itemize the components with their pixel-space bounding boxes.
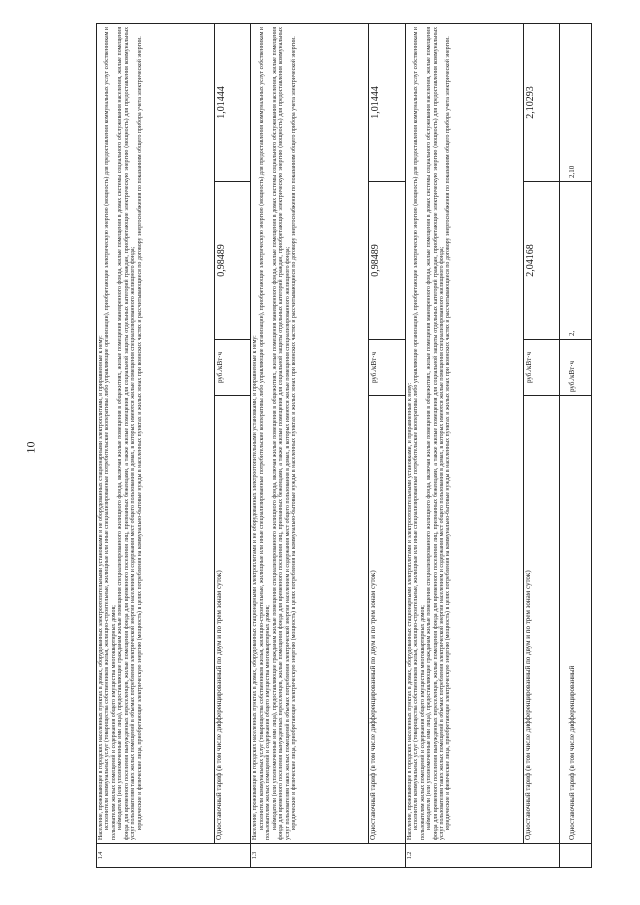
section-number: 1.2 [405, 844, 559, 868]
cut-off-tariff-name: Одноставочный тариф (в том числе дифференцированный [560, 396, 592, 844]
section-row [405, 23, 523, 867]
tariff-value-first: 2,04168 [523, 182, 559, 340]
cut-off-number [560, 844, 592, 868]
tariff-name: Одноставочный тариф (в том числе дифференцированный по двум и по трем зонам суток) [215, 396, 251, 844]
section-paragraph: юридические и физические лица, приобретающие электрическую энергию (мощность) в целях потребления на коммунально-бытовые нужды в населенных пунктах и жилых зонах при воинских частях и рассчитывающиеся по договору энергоснабжения по показаниям общего прибора учета электрической энергии. [136, 36, 143, 830]
section-description [405, 23, 523, 843]
tariff-value-first: 0,98489 [215, 182, 251, 340]
section-paragraph: исполнители коммунальных услуг (товарищества собственников жилья, жилищно-строительные, жилищные или иные специализированные потребительские кооперативы либо управляющие организации), приобретающие электрическую энергию (мощность) для предоставления коммунальных услуг собственникам и пользователям жилых помещений и содержания общего имущества многоквартирных домов; [258, 26, 272, 840]
cut-off-value-second: 2,10 [560, 23, 592, 181]
tariff-row [215, 23, 251, 867]
cut-off-value-first: 2, [560, 182, 592, 340]
section-paragraph: исполнители коммунальных услуг (товарищества собственников жилья, жилищно-строительные, жилищные или иные специализированные потребительские кооперативы либо управляющие организации), приобретающие электрическую энергию (мощность) для предоставления коммунальных услуг собственникам и пользователям жилых помещений и содержания общего имущества многоквартирных домов; [104, 26, 117, 840]
rotated-page-content [96, 24, 592, 868]
section-lead: Население, проживающее в городских населенных пунктах в домах, оборудованных стационарными электроплитами и электроотопительными установками, и приравненные к нему: [406, 382, 413, 840]
tariff-table [96, 23, 592, 868]
section-paragraph: наймодатели (или уполномоченные ими лица), предоставляющие гражданам жилые помещения специализированного жилищного фонда, включая жилые помещения в общежитиях, жилые помещения маневренного фонда, жилые помещения в домах системы социального обслуживания населения, жилые помещения фонда для временного поселения вынужденных переселенцев, жилые помещения фонда для временного поселения лиц, признанных беженцами, а также жилые помещения для социальной защиты отдельных категорий граждан, приобретающие электрическую энергию (мощность) для предоставления коммунальных услуг пользователям таких жилых помещений в объемах потребления электрической энергии населением и содержания мест общего пользования в домах, в которых имеются жилые помещения специализированного жилищного фонда; [426, 26, 445, 840]
section-number: 1.3 [251, 844, 405, 868]
cut-off-row [560, 23, 592, 867]
tariff-unit: руб./кВт·ч [369, 340, 405, 396]
section-paragraph: юридические и физические лица, приобретающие электрическую энергию (мощность) в целях потребления на коммунально-бытовые нужды в населенных пунктах и жилых зонах при воинских частях и рассчитывающиеся по договору энергоснабжения по показаниям общего прибора учета электрической энергии. [445, 36, 452, 830]
section-lead: Население, проживающее в городских населенных пунктах в домах, оборудованных электроотопительными установками и не оборудованных стационарными электроплитами, и приравненные к нему: [98, 335, 104, 840]
tariff-name: Одноставочный тариф (в том числе дифференцированный по двум и по трем зонам суток) [369, 396, 405, 844]
section-lead: Население, проживающее в городских населенных пунктах в домах, оборудованных стационарными электроплитами и не оборудованных электроотопительными установками, и приравненные к нему: [252, 335, 259, 840]
tariff-unit: руб./кВт·ч [523, 340, 559, 396]
section-description [251, 23, 369, 843]
tariff-value-second: 1,01444 [369, 23, 405, 181]
tariff-value-second: 2,10293 [523, 23, 559, 181]
section-paragraph: юридические и физические лица, приобретающие электрическую энергию (мощность) в целях потребления на коммунально-бытовые нужды в населенных пунктах и жилых зонах при воинских частях и рассчитывающиеся по договору энергоснабжения по показаниям общего прибора учета электрической энергии. [291, 36, 298, 830]
tariff-row [523, 23, 559, 867]
section-paragraph: исполнители коммунальных услуг (товарищества собственников жилья, жилищно-строительные, жилищные или иные специализированные потребительские кооперативы либо управляющие организации), приобретающие электрическую энергию (мощность) для предоставления коммунальных услуг собственникам и пользователям жилых помещений и содержания общего имущества многоквартирных домов; [413, 26, 426, 840]
section-paragraph: наймодатели (или уполномоченные ими лица), предоставляющие гражданам жилые помещения специализированного жилищного фонда, включая жилые помещения в общежитиях, жилые помещения маневренного фонда, жилые помещения в домах системы социального обслуживания населения, жилые помещения фонда для временного поселения вынужденных переселенцев, жилые помещения фонда для временного поселения лиц, признанных беженцами, а также жилые помещения для социальной защиты отдельных категорий граждан, приобретающие электрическую энергию (мощность) для предоставления коммунальных услуг пользователям таких жилых помещений в объемах потребления электрической энергии населением и содержания мест общего пользования в домах, в которых имеются жилые помещения специализированного жилищного фонда; [271, 26, 291, 840]
tariff-value-second: 1,01444 [215, 23, 251, 181]
section-number: 1.4 [97, 844, 251, 868]
section-description [97, 23, 215, 843]
page-number: 10 [23, 441, 38, 454]
tariff-row [369, 23, 405, 867]
section-row [251, 23, 369, 867]
section-paragraph: наймодатели (или уполномоченные ими лица), предоставляющие гражданам жилые помещения специализированного жилищного фонда, включая жилые помещения в общежитиях, жилые помещения маневренного фонда, жилые помещения в домах системы социального обслуживания населения, жилые помещения фонда для временного поселения вынужденных переселенцев, жилые помещения фонда для временного поселения лиц, признанных беженцами, а также жилые помещения для социальной защиты отдельных категорий граждан, приобретающие электрическую энергию (мощность) для предоставления коммунальных услуг пользователям таких жилых помещений в объемах потребления электрической энергии населением и содержания мест общего пользования в домах, в которых имеются жилые помещения специализированного жилищного фонда; [117, 26, 137, 840]
tariff-unit: руб./кВт·ч [215, 340, 251, 396]
cut-off-unit: руб./кВт·ч [560, 340, 592, 396]
tariff-name: Одноставочный тариф (в том числе дифференцированный по двум и по трем зонам суток) [523, 396, 559, 844]
section-row [97, 23, 215, 867]
tariff-value-first: 0,98489 [369, 182, 405, 340]
